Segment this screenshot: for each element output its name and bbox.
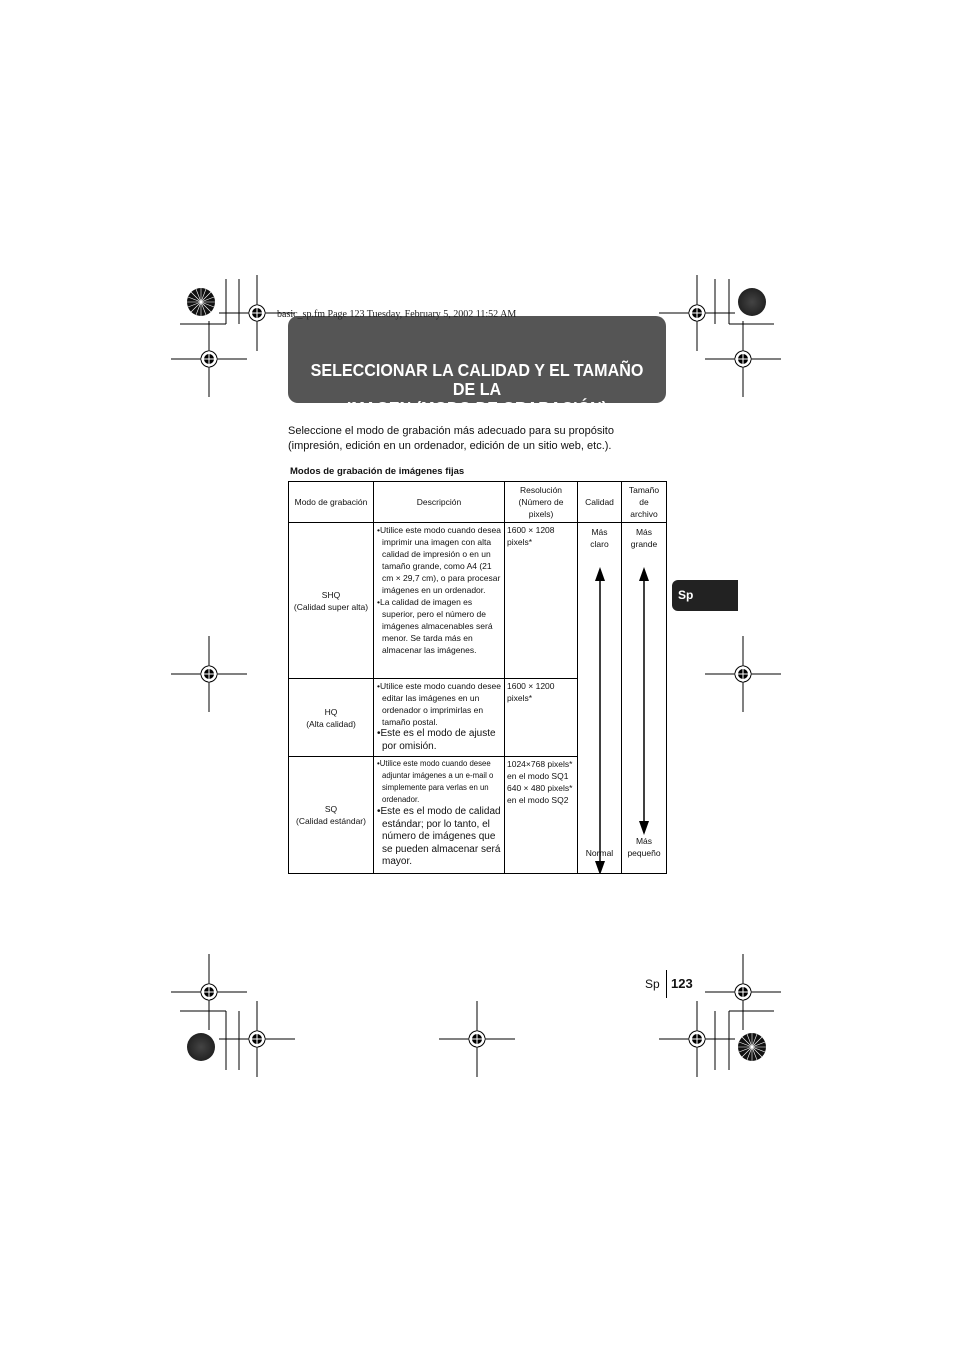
- header-resolution-2: (Número de: [518, 497, 564, 507]
- resolution-shq: 1600 × 1208 pixels*: [505, 523, 578, 679]
- file-size-column: [622, 523, 667, 874]
- recording-modes-table: [288, 481, 667, 874]
- desc-shq-2: La calidad de imagen es superior, pero el número de imágenes almacenables será menor. Se tarda más en almacenar las imágenes.: [379, 597, 493, 655]
- desc-sq: •Utilice este modo cuando desee adjuntar imágenes a un e-mail o simplemente para verlas en un ordenador. •Este es el modo de calidad estándar; por lo tanto, el número de imágenes que se pueden almacenar será mayor.: [374, 757, 505, 874]
- file-header-line: basic_sp.fm Page 123 Tuesday, February 5, 2002 11:52 AM: [277, 309, 517, 320]
- language-tab-label: Sp: [678, 588, 694, 602]
- mode-hq-sub: (Alta calidad): [306, 718, 356, 729]
- resolution-hq: 1600 × 1200 pixels*: [505, 679, 578, 757]
- size-bottom-1: Más: [635, 836, 653, 846]
- mode-sq-label: SQ: [324, 804, 338, 814]
- desc-sq-2: Este es el modo de calidad estándar; por lo tanto, el número de imágenes que se pueden almacenar será mayor.: [380, 806, 501, 867]
- desc-sq-1: Utilice este modo cuando desee adjuntar imágenes a un e-mail o simplemente para verlas en un ordenador.: [379, 759, 494, 804]
- footer-language: Sp: [645, 977, 660, 991]
- header-resolution-3: pixels): [528, 509, 554, 519]
- header-resolution-1: Resolución: [519, 485, 563, 495]
- intro-line-2: (impresión, edición en un ordenador, edición de un sitio web, etc.).: [288, 440, 612, 452]
- resolution-sq: [505, 757, 578, 874]
- mode-shq-label: SHQ: [321, 589, 341, 600]
- intro-paragraph: [288, 424, 668, 454]
- desc-hq: •Utilice este modo cuando desee editar las imágenes en un ordenador o imprimirlas en tamaño postal. •Este es el modo de ajuste por omisión.: [374, 679, 505, 757]
- resolution-sq1: 1024×768 pixels* en el modo SQ1: [507, 759, 573, 781]
- quality-arrow-icon: [578, 523, 622, 873]
- desc-shq: •Utilice este modo cuando desea imprimir una imagen con alta calidad de impresión o en un tamaño grande, como A4 (21 cm × 29,7 cm), o para procesar imágenes en un ordenador. •La calidad de imagen es superior, pero el número de imágenes almacenables será menor. Se tarda más en almacenar las imágenes.: [374, 523, 505, 679]
- header-resolution: [505, 482, 578, 523]
- mode-sq-sub: (Calidad estándar): [296, 816, 366, 826]
- table-header-row: [289, 482, 667, 523]
- desc-shq-1: Utilice este modo cuando desea imprimir una imagen con alta calidad de impresión o en un tamaño grande, como A4 (21 cm × 29,7 cm), o para procesar imágenes en un ordenador.: [379, 525, 501, 595]
- header-size-3: archivo: [630, 509, 658, 519]
- desc-hq-1: Utilice este modo cuando desee editar las imágenes en un ordenador o imprimirlas en tamaño postal.: [379, 681, 501, 727]
- quality-top-2: claro: [590, 539, 609, 549]
- table-title: Modos de grabación de imágenes fijas: [290, 466, 465, 477]
- footer-divider: [666, 970, 667, 998]
- page-title: [303, 361, 651, 418]
- size-top-1: Más: [635, 527, 653, 537]
- header-mode: Modo de grabación: [289, 482, 374, 523]
- intro-line-1: Seleccione el modo de grabación más adecuado para su propósito: [288, 425, 614, 437]
- desc-hq-2: Este es el modo de ajuste por omisión.: [380, 728, 496, 752]
- size-bottom-2: pequeño: [627, 848, 661, 858]
- language-tab: [672, 580, 738, 611]
- page-title-line-2: IMAGEN (MODO DE GRABACIÓN): [346, 398, 608, 418]
- header-size-2: de: [639, 497, 649, 507]
- mode-hq-label: HQ: [324, 706, 338, 717]
- header-size-1: Tamaño: [628, 485, 660, 495]
- header-description: Descripción: [374, 482, 505, 523]
- quality-top-1: Más: [591, 527, 608, 537]
- mode-shq-sub: (Calidad super alta): [293, 601, 369, 612]
- size-top-2: grande: [630, 539, 658, 549]
- table-row-shq: [289, 523, 667, 679]
- header-quality: Calidad: [578, 482, 622, 523]
- resolution-sq2: 640 × 480 pixels* en el modo SQ2: [507, 783, 573, 805]
- mode-shq: [289, 523, 374, 679]
- page-number: 123: [671, 976, 693, 991]
- file-size-arrow-icon: [622, 523, 667, 873]
- header-file-size: [622, 482, 667, 523]
- quality-bottom: Normal: [585, 848, 614, 858]
- page-title-line-1: SELECCIONAR LA CALIDAD Y EL TAMAÑO DE LA: [310, 360, 644, 399]
- mode-hq: [289, 679, 374, 757]
- quality-column: [578, 523, 622, 874]
- mode-sq: [289, 757, 374, 874]
